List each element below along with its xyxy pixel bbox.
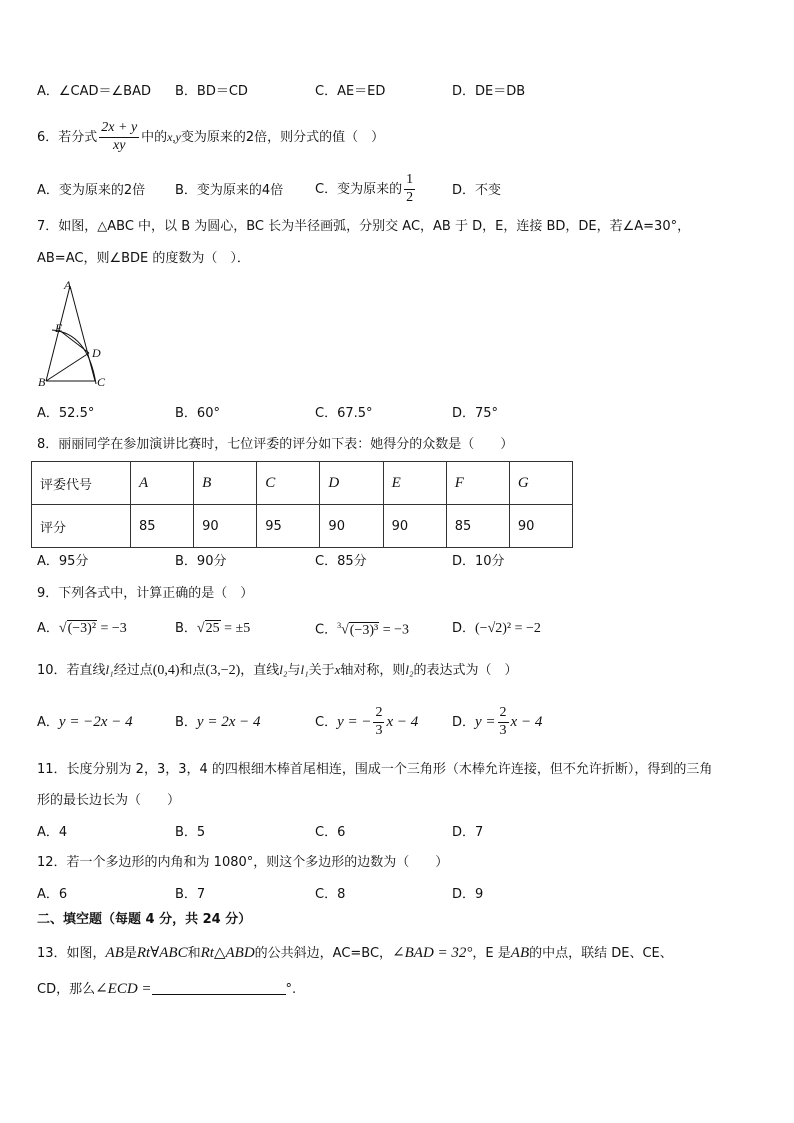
q7-stem-line2: AB=AC，则∠BDE 的度数为（ ）．: [37, 251, 250, 266]
table-cell: C: [257, 462, 320, 505]
q12-option-d: D．9: [452, 887, 484, 902]
q7-stem-line1: 7．如图，△ABC 中，以 B 为圆心，BC 长为半径画弧，分别交 AC，AB 于 D，E，连接 BD，DE，若∠A=30°，: [37, 219, 691, 234]
table-cell: E: [383, 462, 446, 505]
q10-stem: 10．若直线l₁经过点(0,4)和点(3,−2)，直线l₂与l₁关于x轴对称，则l₂的表达式为（ ）: [37, 662, 518, 678]
q11-option-d: D．7: [452, 825, 484, 840]
q10-option-d: D．y = $\frac{2}{3}$ x − 4: [452, 705, 543, 738]
q7-option-a: A．52.5°: [37, 406, 95, 421]
table-cell-label: 评分: [32, 505, 131, 548]
table-cell: 90: [509, 505, 572, 548]
q8-option-d: D．10分: [452, 554, 505, 569]
section-title: 二、填空题（每题 4 分，共 24 分）: [37, 912, 252, 927]
q6-fraction: $\frac{2x + y}{xy}$: [101, 120, 138, 153]
q13-stem-line2: CD，那么∠ECD = °.: [37, 981, 297, 997]
table-cell: 95: [257, 505, 320, 548]
q7-label-e: E: [55, 321, 63, 335]
q7-label-d: D: [92, 346, 101, 360]
q10-option-a: A．y = −2x − 4: [37, 714, 133, 730]
q5-option-b: B．BD＝CD: [175, 84, 248, 99]
table-cell: 85: [131, 505, 194, 548]
q7-option-d: D．75°: [452, 406, 499, 421]
q10-option-b: B．y = 2x − 4: [175, 714, 261, 730]
q5-option-c: C．AE＝ED: [315, 84, 386, 99]
q8-option-c: C．85分: [315, 554, 367, 569]
q9-option-d: D．(−√2)² = −2: [452, 621, 541, 636]
q7-option-c: C．67.5°: [315, 406, 373, 421]
q13-stem-line1: 13．如图，AB是Rt∀ABC和Rt△ABD的公共斜边，AC=BC，∠BAD = 32°，E 是AB的中点，联结 DE、CE、: [37, 945, 673, 961]
table-row: [32, 462, 573, 505]
table-cell: 90: [320, 505, 383, 548]
table-cell-label: 评委代号: [32, 462, 131, 505]
q6-optc-fraction: $\frac{1}{2}$: [406, 172, 414, 205]
q12-option-b: B．7: [175, 887, 206, 902]
q8-option-b: B．90分: [175, 554, 227, 569]
q11-option-a: A．4: [37, 825, 68, 840]
q12-option-a: A．6: [37, 887, 68, 902]
q9-option-a: A．√(−3)² = −3: [37, 621, 127, 636]
q6-option-b: B．变为原来的4倍: [175, 183, 284, 198]
q5-option-a: A．∠CAD＝∠BAD: [37, 84, 152, 99]
q5-option-d: D．DE＝DB: [452, 84, 526, 99]
q7-label-c: C: [97, 375, 106, 389]
q12-option-c: C．8: [315, 887, 346, 902]
q9-option-b: B．√25 = ±5: [175, 621, 251, 636]
q13-answer-blank[interactable]: [152, 982, 286, 995]
q11-stem-line1: 11．长度分别为 2，3，3，4 的四根细木棒首尾相连，围成一个三角形（木棒允许连接，但不允许折断），得到的三角: [37, 762, 713, 777]
q6-option-a: A．变为原来的2倍: [37, 183, 146, 198]
q11-option-c: C．6: [315, 825, 346, 840]
q8-option-a: A．95分: [37, 554, 89, 569]
q11-option-b: B．5: [175, 825, 206, 840]
q9-stem: 9．下列各式中，计算正确的是（ ）: [37, 586, 254, 601]
q6-stem: 6．若分式 $\frac{2x + y}{xy}$ 中的x,y变为原来的2倍，则分式的值（ ）: [37, 120, 385, 153]
q7-option-b: B．60°: [175, 406, 220, 421]
table-cell: B: [194, 462, 257, 505]
q7-triangle-figure: [36, 278, 114, 392]
table-cell: 90: [383, 505, 446, 548]
q6-option-c: C．变为原来的 $\frac{1}{2}$: [315, 172, 414, 205]
q8-stem: 8．丽丽同学在参加演讲比赛时，七位评委的评分如下表：她得分的众数是（ ）: [37, 437, 514, 452]
q6-option-d: D．不变: [452, 183, 502, 198]
table-row: [32, 505, 573, 548]
table-cell: G: [509, 462, 572, 505]
table-cell: A: [131, 462, 194, 505]
q11-stem-line2: 形的最长边长为（ ）: [37, 793, 181, 808]
q7-label-b: B: [38, 375, 46, 389]
table-cell: 85: [446, 505, 509, 548]
table-cell: D: [320, 462, 383, 505]
q7-label-a: A: [64, 278, 72, 292]
q12-stem: 12．若一个多边形的内角和为 1080°，则这个多边形的边数为（ ）: [37, 855, 449, 870]
q10-option-c: C．y = − $\frac{2}{3}$ x − 4: [315, 705, 419, 738]
table-cell: 90: [194, 505, 257, 548]
q9-option-c: C．$^3$√(−3)³ = −3: [315, 621, 409, 638]
q8-score-table: [31, 461, 573, 548]
table-cell: F: [446, 462, 509, 505]
